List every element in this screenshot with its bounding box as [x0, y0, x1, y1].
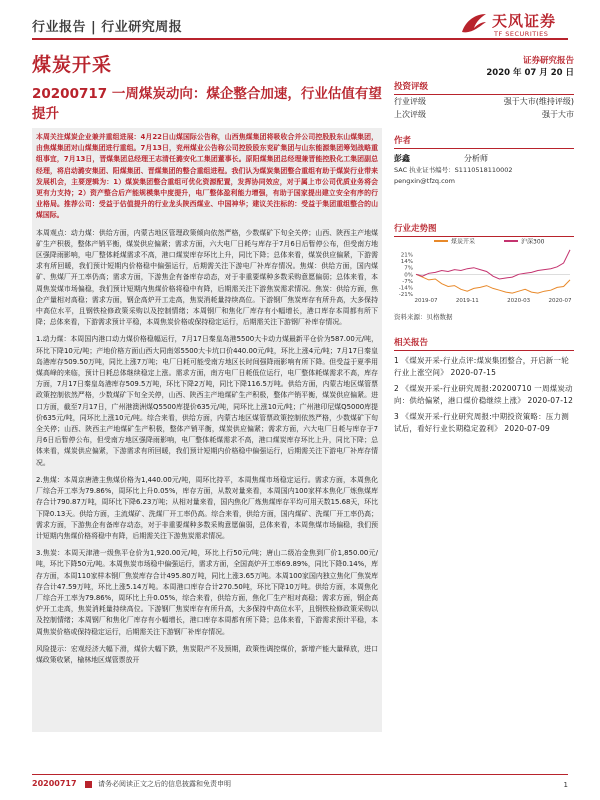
x-tick-label: 2020-03: [507, 298, 531, 304]
rating-value: 强于大市: [542, 110, 574, 119]
footer-bullet-icon: [85, 781, 92, 788]
author-role: 分析师: [464, 154, 488, 163]
y-tick-label: 7%: [404, 265, 413, 272]
rating-row: [394, 108, 574, 121]
footer-text: 请务必阅读正文之后的信息披露和免责申明: [98, 780, 231, 788]
logo-subtitle: TF SECURITIES: [494, 30, 549, 38]
report-body: [32, 128, 382, 732]
series-line: [416, 274, 570, 293]
rating-key: 上次评级: [394, 110, 426, 119]
y-tick-label: 21%: [400, 252, 413, 259]
thermal-coal-paragraph: 1.动力煤：本周国内港口动力煤价格稳幅运行，7月17日秦皇岛港5500大卡动力煤最新平仓价为587.00元/吨，环比下降10元/吨；产地价格方面山西大同南郊5500大卡坑口价440.00元/吨，环比上涨4元/吨；7月17日秦皇岛港库存509.50万吨，同比上涨7万吨；电厂日耗可能受南方地区长时间强降雨影响有所下降。但受益于夏季用煤高峰的来临，预计日耗总体继续稳定上涨。需求方面，南方电厂日耗低位运行，电厂整体耗煤需求不高，库存方面，7月17日秦皇岛港库存509.5万吨，环比下降2万吨，同比下降116.5万吨。供给方面，内蒙古地区煤管票政策控制依然严格，少数煤矿下旬全关停，山西、陕西主产地煤矿生产积极，整体产销平衡，煤炭供应偏紧。进口方面，截至7月17日，广州港澳洲煤Q5500库提价635元/吨，同环比上涨10元/吨；广州港印尼煤Q5000库提价635元/吨，同环比上涨10元/吨。综合来看，供给方面，内蒙古地区煤管票政策控制依然严格，少数煤矿下旬全关停；山西、陕西主产地煤矿生产积极，整体产销平衡，煤炭供应偏紧；需求方面，六大电厂日耗与库存于7月6日后暂停公布，但受南方地区强降雨影响，电厂整体耗煤需求不高，港口煤炭库存环比上升，同比下降；总体来看，煤炭供应偏紧，下游需求有所回暖，我们预计短期内价格稳中偏强运行，后期需关注下游电厂补库存情况。: [36, 335, 378, 467]
page-number: 1: [563, 781, 568, 789]
chart-source: 资料来源：贝格数据: [394, 313, 453, 321]
rating-value: 强于大市(维持评级): [503, 97, 574, 106]
series-line: [416, 250, 570, 279]
y-tick-label: -14%: [398, 285, 413, 292]
related-list: [394, 355, 574, 435]
rating-block: [394, 80, 574, 121]
trend-block: [394, 222, 574, 237]
rating-key: 行业评级: [394, 97, 426, 106]
report-type: 行业报告 | 行业研究周报: [32, 20, 183, 35]
related-report-link[interactable]: 2 《煤炭开采-行业研究周报:20200710 一周煤炭动向：供给偏紧，港口煤价稳继续上涨》 2020-07-12: [394, 384, 574, 405]
summary-paragraph: 本周关注煤炭企业兼并重组进展：4月22日山煤国际公告称，山西焦煤集团将吸收合并公司控股股东山煤集团，由焦煤集团对山煤集团进行重组。7月13日，兖州煤业公告称公司控股股东兖矿集团与山东能源集团筹划战略重组事宜，7月13日，晋煤集团总经理王志清任潞安化工集团董事长。原阳煤集团总经理兼晋能控股化工集团副总经理，将启动潞安集团、阳煤集团、晋煤集团的整合重组进程。我们认为煤炭集团整合重组有助于煤炭行业带来发展机会，主要逻辑为：1）煤炭集团整合重组可优化资源配置，发挥协同效应，对于属上市公司优质业务将会更有力支持；2）资产整合后产能规模集中度提升，电厂整体盈利能力增强，有助于国家提出建立安全有序的行业格局。推荐公司：受益于估值提升的行业龙头陕西煤业、中国神华；建议关注标的：受益于集团重组整合的山煤国际。: [36, 133, 378, 220]
author-block: [394, 134, 574, 187]
report-title: 20200717 一周煤炭动向：煤企整合加速，行业估值有望提升: [32, 86, 382, 122]
x-tick-label: 2019-11: [455, 298, 479, 304]
top-divider: [32, 38, 568, 40]
legend-label: 沪深300: [521, 238, 545, 246]
report-date: 2020 年 07 月 20 日: [486, 68, 574, 78]
author-heading: 作者: [394, 134, 574, 149]
related-report-link[interactable]: 1 《煤炭开采-行业点评:煤炭集团整合，开启新一轮行业上涨空间》 2020-07-15: [394, 356, 569, 377]
x-tick-label: 2020-07: [548, 298, 572, 304]
legend-label: 煤炭开采: [451, 238, 476, 246]
related-heading: 相关报告: [394, 336, 574, 351]
x-tick-label: 2019-07: [414, 298, 438, 304]
industry-trend-chart: [394, 236, 574, 304]
author-license: SAC 执业证书编号：S1110518110002: [394, 166, 513, 174]
y-tick-label: -21%: [398, 292, 413, 298]
y-tick-label: -7%: [402, 278, 413, 285]
author-email[interactable]: pengxin@tfzq.com: [394, 177, 455, 185]
related-block: [394, 336, 574, 439]
weekly-view-paragraph: 本周观点：动力煤：供给方面，内蒙古地区管理政策倾向依然严格，少数煤矿下旬全关停；山西、陕西主产地煤矿生产积极，整体产销平衡，煤炭供应偏紧；需求方面，六大电厂日耗与库存于7月6日后暂停公布，但受南方地区强降雨影响，电厂整体耗煤需求不高，港口煤炭库存环比上升，同比下降；总体来看，煤炭供应偏紧，下游需求有所回暖，我们预计短期内价格稳中偏强运行，后期需关注下游电厂补库存情况。焦煤：供给方面，国内煤矿、焦煤厂开工率仍高；需求方面，下游焦企有备库存动态，对于非重要煤种多数采购意愿偏弱；总体来看，本周焦炭煤市场偏稳，我们预计短期内焦煤价格将稳中有降，后期需关注下游焦炭需求情况。焦炭：供给方面，焦企产量相对高稳；需求方面，钢企高炉开工走高，焦炭消耗量持续高位。下游钢厂焦炭库存有所升高，大多保持中高位水平，且钢铁检修政策采购以及控制情绪；本周钢厂和焦化厂库存有小幅增长，港口库存本周都有所下降；总体来看，下游需求预计平稳，本周焦炭价格或保持稳定运行，后期需关注下游钢厂补库存情况。: [36, 228, 378, 327]
coke-paragraph: 3.焦炭：本周天津港一级焦平仓价为1,920.00元/吨，环比上行50元/吨；唐山二级冶金焦到厂价1,850.00元/吨，环比下降50元/吨。本周焦炭市场稳中偏强运行，需求方面，全国高炉开工率69.89%，同比下降0.14%，库存方面，本周110家样本钢厂焦炭库存合计495.80万吨，同比上涨3.65万吨。本周100家国内独立焦化厂焦炭库存合计47.59万吨，环比上涨5.14万吨。本周港口库存合计270.50吨，环比下降10万吨。供给方面，本周焦化厂综合开工率为79.86%，周环比上升0.05%，综合来看，供给方面，焦化厂生产相对高稳；需求方面，钢企高炉开工走高，焦炭消耗量持续高位。下游钢厂焦炭库存有所升高，大多保持中高位水平，且钢铁检修政策采购以及控制情绪；本周钢厂和焦化厂库存有小幅增长，港口库存本周都有所下降；总体来看，下游需求预计平稳，本周焦炭价格或保持稳定运行，后期需关注下游钢厂补库存情况。: [36, 549, 378, 636]
author-name-row: [394, 152, 574, 165]
y-tick-label: 0%: [404, 272, 413, 279]
rating-row: [394, 95, 574, 108]
trend-chart-svg: [394, 236, 574, 304]
risk-warning: 风险提示：宏观经济大幅下滑，煤价大幅下跌，焦炭限产不及预期，政策性调控煤价，新增产能大量释放，进口煤政策收紧，榆林地区煤管票放开: [36, 644, 378, 664]
rating-heading: 投资评级: [394, 80, 574, 95]
author-name: 彭鑫: [394, 154, 410, 163]
related-report-link[interactable]: 3 《煤炭开采-行业研究周报:中期投资策略：压力测试后，看好行业长期稳定盈利》 2020-07-09: [394, 412, 569, 433]
logo-icon: [458, 10, 488, 40]
logo-name: 天风证券: [492, 12, 557, 30]
trend-heading: 行业走势图: [394, 222, 574, 237]
coking-coal-paragraph: 2.焦煤：本周京唐港主焦煤价格为1,440.00元/吨，周环比持平，本周焦煤市场稳定运行。需求方面，本周焦化厂综合开工率为79.86%，周环比上升0.05%，库存方面，从数对量来看，本周国内100家样本焦化厂炼焦煤库存合计790.87万吨，周环比下降6.23万吨；从相对量来看，国内焦化厂炼焦煤库存平均可用天数15.68天，环比下降0.13天。供给方面，主流煤矿、洗煤厂开工率仍高。综合来看，供给方面，国内煤矿、洗煤厂开工率仍高；需求方面，下游焦企有备库存动态，对于非重要煤种多数采购意愿偏弱，总体来看，本周焦煤市场偏稳，我们预计短期内焦煤价格将稳中有降，后期需关注下游焦炭需求情况。: [36, 475, 378, 540]
top-bar: [32, 8, 568, 38]
footer-divider: [32, 774, 568, 775]
section-title: 煤炭开采: [32, 54, 113, 76]
footer-code: 20200717: [32, 779, 77, 788]
y-tick-label: 14%: [400, 259, 413, 266]
footer-disclaimer: [32, 779, 231, 789]
report-category: 证券研究报告: [522, 56, 574, 66]
